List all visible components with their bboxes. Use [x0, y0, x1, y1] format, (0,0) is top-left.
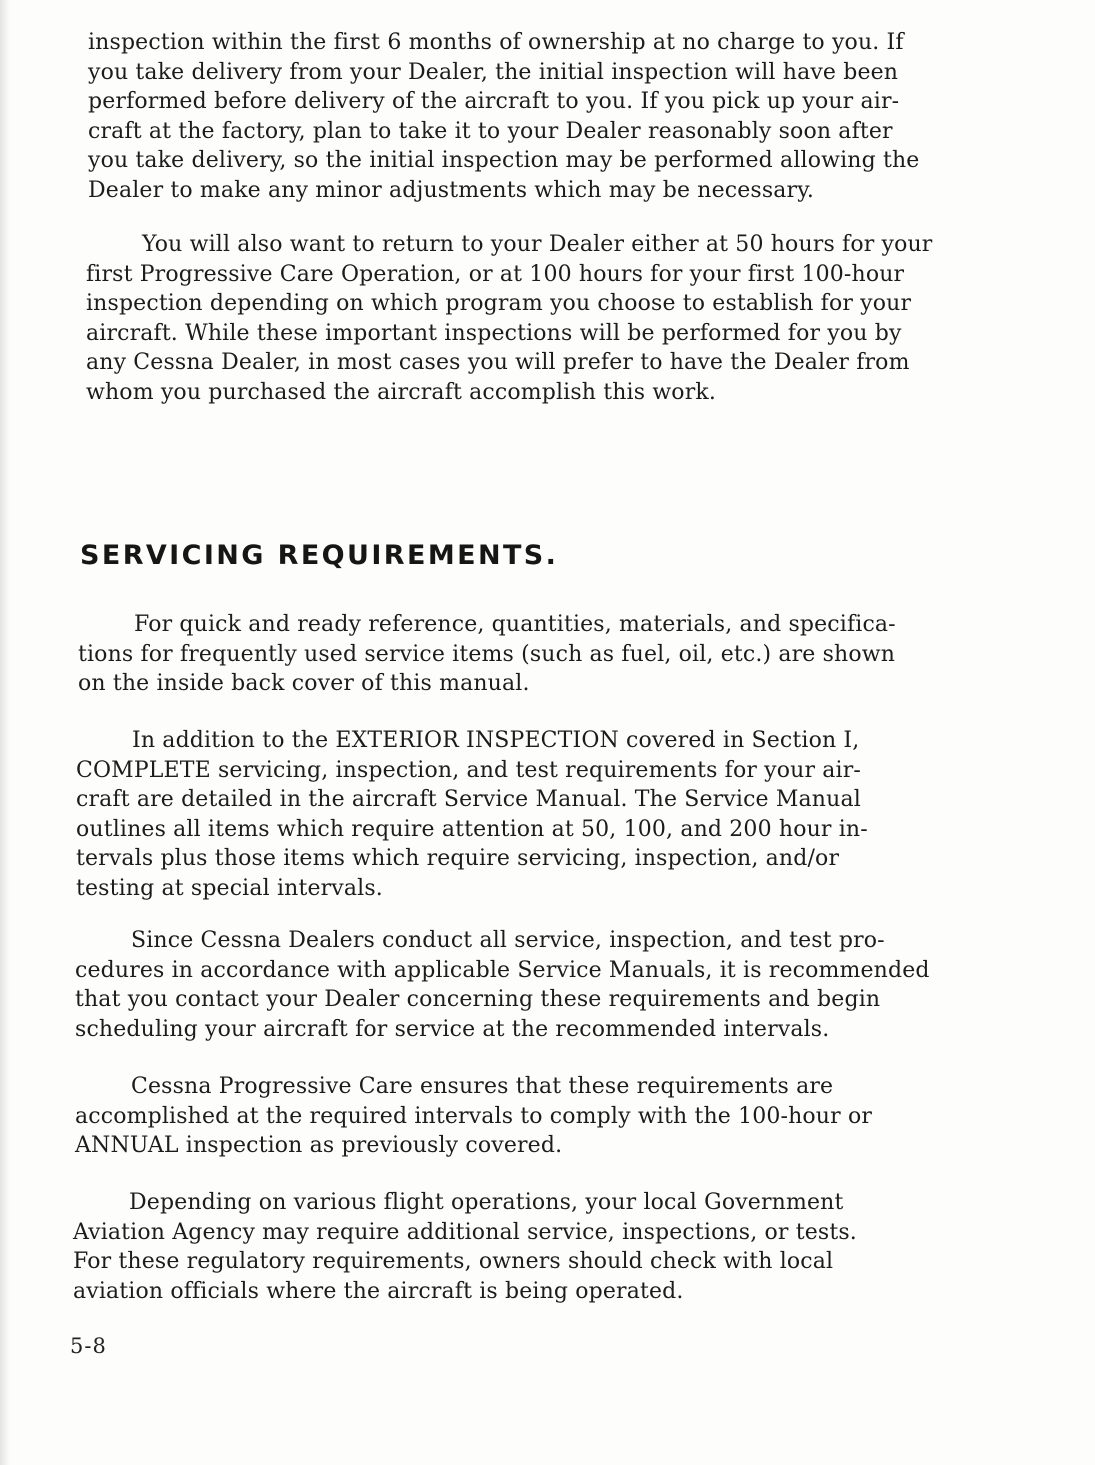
text-line: inspection depending on which program you choose to establish for your — [86, 291, 912, 316]
paragraph-exterior-inspection — [76, 726, 1041, 903]
text-line: on the inside back cover of this manual. — [78, 671, 530, 696]
text-line: Dealer to make any minor adjustments which may be necessary. — [88, 177, 815, 203]
paragraph-progressive-care — [75, 1072, 1040, 1161]
text-line: tions for frequently used service items (such as fuel, oil, etc.) are shown — [78, 641, 896, 667]
text-line: scheduling your aircraft for service at the recommended intervals. — [75, 1016, 830, 1042]
paragraph-government-agency — [73, 1188, 1038, 1306]
text-line: Depending on various flight operations, your local Government — [129, 1190, 844, 1215]
text-line: aircraft. While these important inspections will be performed for you by — [86, 320, 902, 346]
text-line: craft at the factory, plan to take it to your Dealer reasonably soon after — [88, 118, 893, 144]
page-number: 5-8 — [70, 1334, 107, 1358]
text-line: first Progressive Care Operation, or at 100 hours for your first 100-hour — [86, 261, 905, 287]
text-line: ANNUAL inspection as previously covered. — [75, 1133, 563, 1158]
text-line: For these regulatory requirements, owners should check with local — [73, 1249, 834, 1274]
text-line: For quick and ready reference, quantities, materials, and specifica- — [134, 612, 896, 637]
text-line: performed before delivery of the aircraft to you. If you pick up your air- — [88, 89, 900, 114]
text-line: accomplished at the required intervals to comply with the 100-hour or — [75, 1103, 872, 1129]
text-line: whom you purchased the aircraft accomplish this work. — [86, 379, 716, 405]
text-line: outlines all items which require attention at 50, 100, and 200 hour in- — [76, 816, 868, 842]
text-line: cedures in accordance with applicable Service Manuals, it is recommended — [75, 957, 930, 983]
text-line: inspection within the first 6 months of ownership at no charge to you. If — [88, 30, 904, 55]
text-line: aviation officials where the aircraft is being operated. — [73, 1278, 684, 1304]
text-line: testing at special intervals. — [76, 875, 383, 901]
section-heading: SERVICING REQUIREMENTS. — [80, 540, 559, 571]
text-line: COMPLETE servicing, inspection, and test requirements for your air- — [76, 757, 861, 783]
text-line: that you contact your Dealer concerning these requirements and begin — [75, 987, 881, 1012]
text-line: Aviation Agency may require additional service, inspections, or tests. — [73, 1219, 857, 1245]
text-line: you take delivery from your Dealer, the initial inspection will have been — [88, 59, 899, 85]
text-line: Cessna Progressive Care ensures that these requirements are — [131, 1074, 834, 1099]
paragraph-initial-inspection — [88, 28, 1048, 205]
text-line: In addition to the EXTERIOR INSPECTION covered in Section I, — [132, 728, 860, 753]
paragraph-quick-reference — [78, 610, 1043, 699]
paragraph-cessna-dealers — [75, 926, 1050, 1044]
text-line: Since Cessna Dealers conduct all service, inspection, and test pro- — [131, 928, 885, 953]
text-line: You will also want to return to your Dealer either at 50 hours for your — [142, 232, 933, 257]
paragraph-return-to-dealer — [86, 230, 1051, 407]
text-line: tervals plus those items which require servicing, inspection, and/or — [76, 846, 840, 871]
binding-shadow — [0, 0, 10, 1465]
text-line: craft are detailed in the aircraft Service Manual. The Service Manual — [76, 787, 861, 812]
text-line: any Cessna Dealer, in most cases you will prefer to have the Dealer from — [86, 350, 910, 375]
text-line: you take delivery, so the initial inspection may be performed allowing the — [88, 148, 920, 173]
